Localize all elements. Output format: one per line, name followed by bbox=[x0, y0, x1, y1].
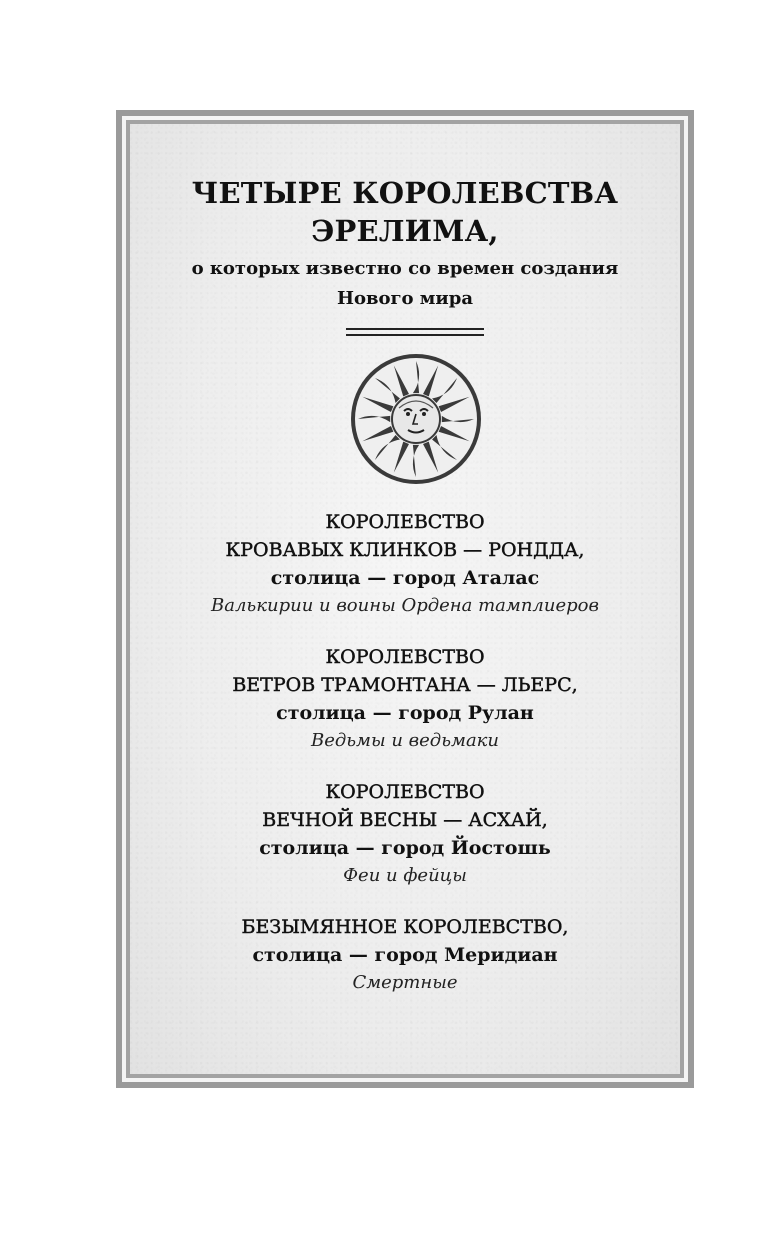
divider-rule-top bbox=[346, 328, 484, 330]
kingdom-1-people: Валькирии и воины Ордена тамплиеров bbox=[211, 595, 599, 616]
kingdom-1-title-line-1: КОРОЛЕВСТВО bbox=[325, 511, 485, 533]
divider-rule-bottom bbox=[346, 334, 484, 336]
subtitle-line-2: Нового мира bbox=[336, 288, 474, 309]
page-title-line-2: ЭРЕЛИМА, bbox=[311, 214, 499, 248]
kingdom-2-title-line-2: ВЕТРОВ ТРАМОНТАНА — ЛЬЕРС, bbox=[232, 674, 578, 696]
kingdom-4-title-line-1: БЕЗЫМЯННОЕ КОРОЛЕВСТВО, bbox=[241, 916, 569, 938]
kingdom-1-title-line-2: КРОВАВЫХ КЛИНКОВ — РОНДДА, bbox=[225, 539, 585, 561]
subtitle-line-1: о которых известно со времен создания bbox=[191, 258, 619, 279]
kingdom-2-capital: столица — город Рулан bbox=[276, 702, 534, 724]
kingdom-2-title-line-1: КОРОЛЕВСТВО bbox=[325, 646, 485, 668]
kingdom-1-capital: столица — город Аталас bbox=[270, 567, 540, 589]
page-frame bbox=[116, 110, 694, 1088]
sun-face-icon bbox=[349, 352, 483, 486]
frame-inner-line bbox=[126, 120, 684, 1078]
kingdom-3-title-line-1: КОРОЛЕВСТВО bbox=[325, 781, 485, 803]
page-title-line-1: ЧЕТЫРЕ КОРОЛЕВСТВА bbox=[191, 176, 619, 210]
kingdom-2-people: Ведьмы и ведьмаки bbox=[310, 730, 500, 751]
content-panel bbox=[130, 124, 680, 1074]
kingdom-4-people: Смертные bbox=[352, 972, 458, 993]
kingdom-3-capital: столица — город Йостошь bbox=[259, 837, 551, 859]
frame-white-band bbox=[122, 116, 688, 1082]
kingdom-3-title-line-2: ВЕЧНОЙ ВЕСНЫ — АСХАЙ, bbox=[262, 809, 548, 831]
kingdom-3-people: Феи и фейцы bbox=[343, 865, 467, 886]
kingdom-4-capital: столица — город Меридиан bbox=[252, 944, 558, 966]
